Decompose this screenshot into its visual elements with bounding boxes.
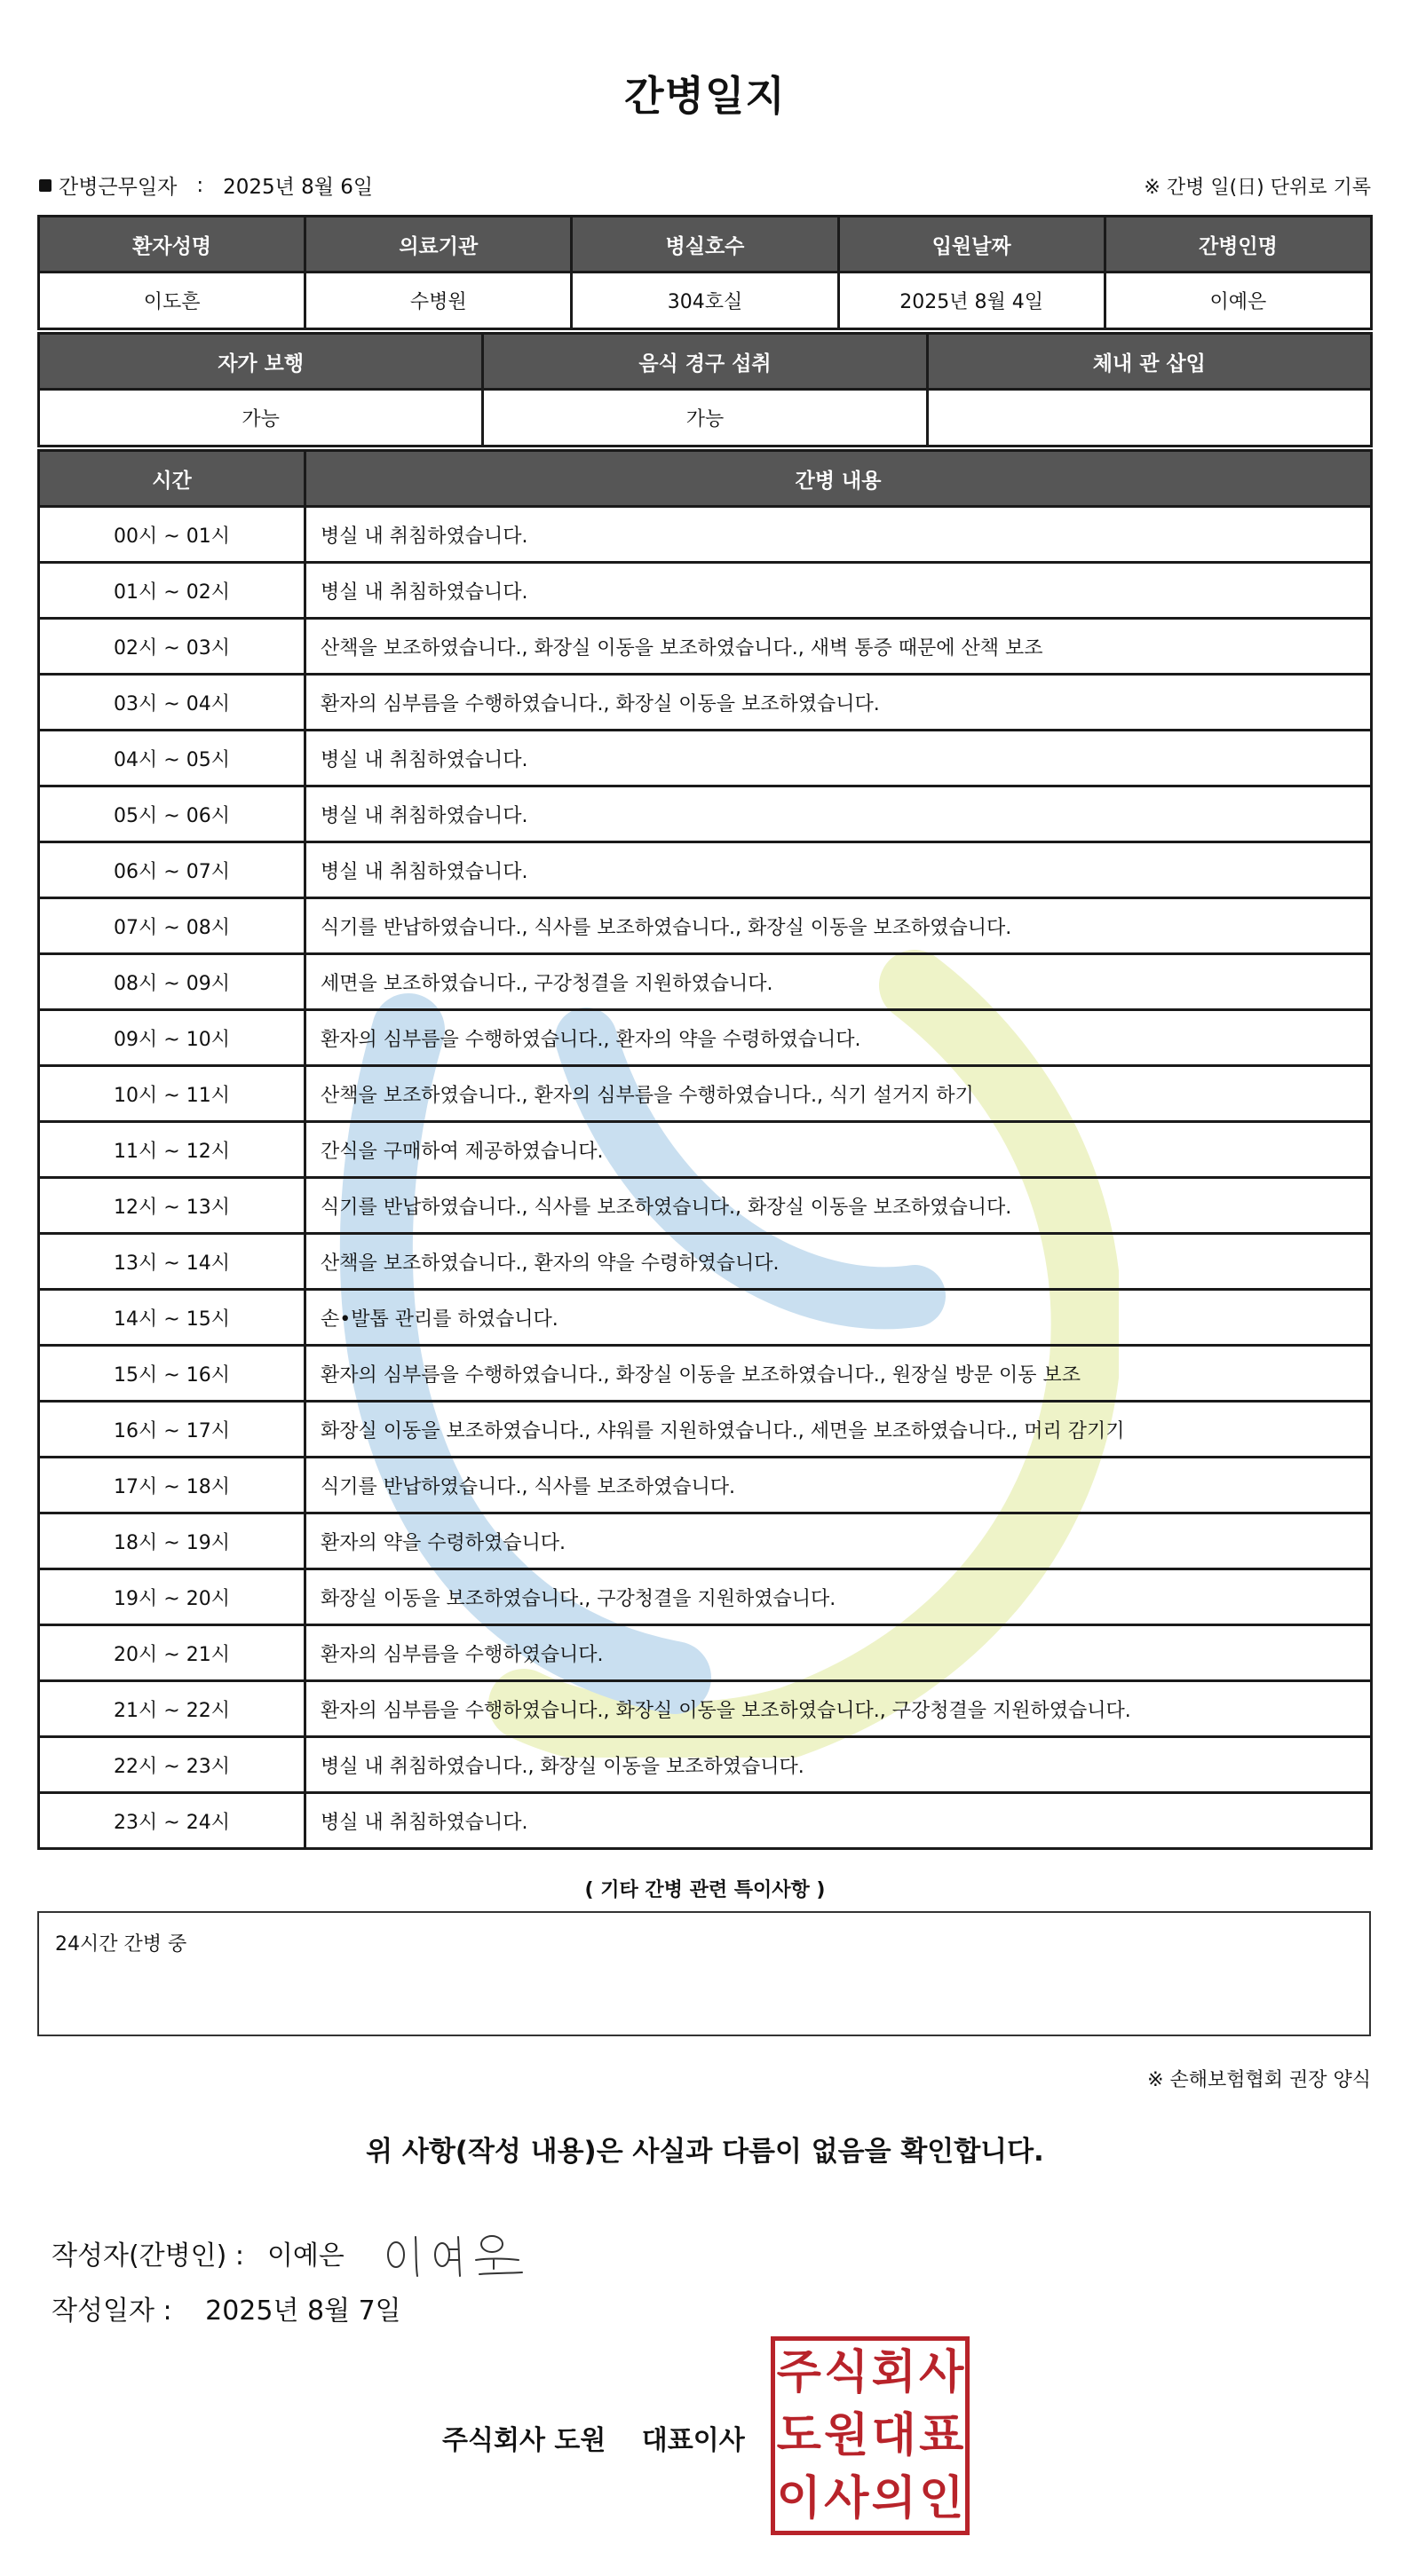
- seal-char: 주: [776, 2345, 821, 2399]
- log-time: 18시 ~ 19시: [39, 1513, 305, 1569]
- log-content: 산책을 보조하였습니다., 화장실 이동을 보조하였습니다., 새벽 통증 때문에 산책 보조: [305, 619, 1372, 675]
- confirmation-statement: 위 사항(작성 내용)은 사실과 다름이 없음을 확인합니다.: [366, 2136, 1044, 2168]
- log-row: [39, 1122, 1372, 1178]
- time-header: 시간: [39, 451, 305, 507]
- log-row: [39, 1066, 1372, 1122]
- log-row: [39, 1346, 1372, 1402]
- work-date-value: 2025년 8월 6일: [223, 176, 374, 199]
- patient-name: 이도흔: [39, 273, 305, 329]
- log-content: 병실 내 취침하였습니다.: [305, 842, 1372, 898]
- log-row: [39, 507, 1372, 563]
- hospital-header: 의료기관: [305, 217, 572, 273]
- work-date-line: [39, 170, 373, 200]
- page-title: 간병일지: [624, 72, 786, 120]
- log-time: 06시 ~ 07시: [39, 842, 305, 898]
- log-row: [39, 1681, 1372, 1737]
- log-time: 13시 ~ 14시: [39, 1234, 305, 1290]
- seal-char: 사: [919, 2345, 964, 2399]
- work-date-label: 간병근무일자: [59, 176, 178, 199]
- log-time: 17시 ~ 18시: [39, 1458, 305, 1513]
- log-time: 08시 ~ 09시: [39, 954, 305, 1010]
- log-time: 03시 ~ 04시: [39, 675, 305, 731]
- seal-char: 원: [824, 2408, 869, 2462]
- log-row: [39, 619, 1372, 675]
- admission-date: 2025년 8월 4일: [838, 273, 1105, 329]
- work-date-separator: :: [196, 173, 204, 197]
- log-row: [39, 1402, 1372, 1458]
- self-walking-value: 가능: [39, 390, 483, 446]
- log-content: 간식을 구매하여 제공하였습니다.: [305, 1122, 1372, 1178]
- log-content: 산책을 보조하였습니다., 환자의 약을 수령하였습니다.: [305, 1234, 1372, 1290]
- care-log-table: [37, 449, 1373, 1850]
- log-time: 11시 ~ 12시: [39, 1122, 305, 1178]
- caregiver-name-header: 간병인명: [1105, 217, 1371, 273]
- log-time: 09시 ~ 10시: [39, 1010, 305, 1066]
- log-time: 14시 ~ 15시: [39, 1290, 305, 1346]
- log-content: 화장실 이동을 보조하였습니다., 구강청결을 지원하였습니다.: [305, 1569, 1372, 1625]
- log-content: 식기를 반납하였습니다., 식사를 보조하였습니다.: [305, 1458, 1372, 1513]
- log-time: 00시 ~ 01시: [39, 507, 305, 563]
- log-time: 23시 ~ 24시: [39, 1793, 305, 1849]
- log-content: 병실 내 취침하였습니다.: [305, 563, 1372, 619]
- log-content: 병실 내 취침하였습니다.: [305, 1793, 1372, 1849]
- seal-char: 대: [871, 2408, 916, 2462]
- log-time: 12시 ~ 13시: [39, 1178, 305, 1234]
- log-row: [39, 786, 1372, 842]
- log-time: 15시 ~ 16시: [39, 1346, 305, 1402]
- seal-char: 이: [776, 2472, 821, 2526]
- log-row: [39, 1569, 1372, 1625]
- log-content: 병실 내 취침하였습니다., 화장실 이동을 보조하였습니다.: [305, 1737, 1372, 1793]
- author-line: [51, 2224, 531, 2281]
- tube-insertion-header: 체내 관 삽입: [927, 334, 1371, 390]
- record-unit-note: ※ 간병 일(日) 단위로 기록: [1144, 177, 1371, 199]
- tube-insertion-value: [927, 390, 1371, 446]
- notes-title: ( 기타 간병 관련 특이사항 ): [584, 1879, 826, 1901]
- log-time: 01시 ~ 02시: [39, 563, 305, 619]
- room-number: 304호실: [572, 273, 838, 329]
- seal-char: 사: [824, 2472, 869, 2526]
- log-row: [39, 1625, 1372, 1681]
- log-row: [39, 675, 1372, 731]
- log-content: 화장실 이동을 보조하였습니다., 샤워를 지원하였습니다., 세면을 보조하였습니다., 머리 감기기: [305, 1402, 1372, 1458]
- log-content: 병실 내 취침하였습니다.: [305, 786, 1372, 842]
- representative-title: 대표이사: [641, 2425, 745, 2456]
- seal-char: 표: [919, 2408, 964, 2462]
- handwritten-signature: [380, 2224, 531, 2281]
- log-content: 환자의 심부름을 수행하였습니다.: [305, 1625, 1372, 1681]
- hospital: 수병원: [305, 273, 572, 329]
- log-content: 환자의 심부름을 수행하였습니다., 화장실 이동을 보조하였습니다., 원장실 방문 이동 보조: [305, 1346, 1372, 1402]
- company-line: [442, 2418, 745, 2457]
- log-row: [39, 731, 1372, 786]
- log-time: 21시 ~ 22시: [39, 1681, 305, 1737]
- log-time: 04시 ~ 05시: [39, 731, 305, 786]
- patient-info-table: [37, 215, 1373, 330]
- author-label: 작성자(간병인) :: [51, 2240, 244, 2272]
- log-row: [39, 563, 1372, 619]
- admission-date-header: 입원날짜: [838, 217, 1105, 273]
- log-row: [39, 1513, 1372, 1569]
- log-content: 환자의 심부름을 수행하였습니다., 환자의 약을 수령하였습니다.: [305, 1010, 1372, 1066]
- log-time: 02시 ~ 03시: [39, 619, 305, 675]
- self-walking-header: 자가 보행: [39, 334, 483, 390]
- log-content: 산책을 보조하였습니다., 환자의 심부름을 수행하였습니다., 식기 설거지 하기: [305, 1066, 1372, 1122]
- patient-name-header: 환자성명: [39, 217, 305, 273]
- seal-char: 도: [776, 2408, 821, 2462]
- notes-text: 24시간 간병 중: [55, 1933, 187, 1956]
- log-time: 22시 ~ 23시: [39, 1737, 305, 1793]
- caregiver-name: 이예은: [1105, 273, 1371, 329]
- log-content: 손•발톱 관리를 하였습니다.: [305, 1290, 1372, 1346]
- log-content: 병실 내 취침하였습니다.: [305, 731, 1372, 786]
- author-name: 이예은: [266, 2240, 345, 2272]
- seal-char: 인: [919, 2472, 964, 2526]
- company-name: 주식회사 도원: [442, 2425, 606, 2456]
- log-row: [39, 1793, 1372, 1849]
- bullet-square-icon: [39, 179, 51, 192]
- written-date-label: 작성일자 :: [51, 2295, 172, 2327]
- log-time: 07시 ~ 08시: [39, 898, 305, 954]
- form-note: ※ 손해보험협회 권장 양식: [1147, 2069, 1371, 2091]
- log-row: [39, 1178, 1372, 1234]
- oral-intake-value: 가능: [483, 390, 927, 446]
- log-row: [39, 1458, 1372, 1513]
- log-row: [39, 1010, 1372, 1066]
- log-time: 05시 ~ 06시: [39, 786, 305, 842]
- log-row: [39, 898, 1372, 954]
- seal-char: 의: [871, 2472, 916, 2526]
- log-time: 19시 ~ 20시: [39, 1569, 305, 1625]
- seal-char: 식: [824, 2345, 869, 2399]
- log-content: 세면을 보조하였습니다., 구강청결을 지원하였습니다.: [305, 954, 1372, 1010]
- log-row: [39, 1290, 1372, 1346]
- log-content: 식기를 반납하였습니다., 식사를 보조하였습니다., 화장실 이동을 보조하였습니다.: [305, 898, 1372, 954]
- written-date-value: 2025년 8월 7일: [205, 2295, 401, 2327]
- oral-intake-header: 음식 경구 섭취: [483, 334, 927, 390]
- care-content-header: 간병 내용: [305, 451, 1372, 507]
- notes-box: [37, 1911, 1371, 2036]
- room-header: 병실호수: [572, 217, 838, 273]
- log-row: [39, 954, 1372, 1010]
- log-time: 16시 ~ 17시: [39, 1402, 305, 1458]
- company-seal: [771, 2336, 970, 2535]
- log-row: [39, 1737, 1372, 1793]
- log-content: 환자의 심부름을 수행하였습니다., 화장실 이동을 보조하였습니다.: [305, 675, 1372, 731]
- log-content: 식기를 반납하였습니다., 식사를 보조하였습니다., 화장실 이동을 보조하였습니다.: [305, 1178, 1372, 1234]
- patient-status-table: [37, 332, 1373, 447]
- log-row: [39, 1234, 1372, 1290]
- seal-char: 회: [871, 2345, 916, 2399]
- log-content: 병실 내 취침하였습니다.: [305, 507, 1372, 563]
- written-date-line: [51, 2288, 401, 2327]
- log-row: [39, 842, 1372, 898]
- log-time: 20시 ~ 21시: [39, 1625, 305, 1681]
- log-content: 환자의 약을 수령하였습니다.: [305, 1513, 1372, 1569]
- log-content: 환자의 심부름을 수행하였습니다., 화장실 이동을 보조하였습니다., 구강청결을 지원하였습니다.: [305, 1681, 1372, 1737]
- log-time: 10시 ~ 11시: [39, 1066, 305, 1122]
